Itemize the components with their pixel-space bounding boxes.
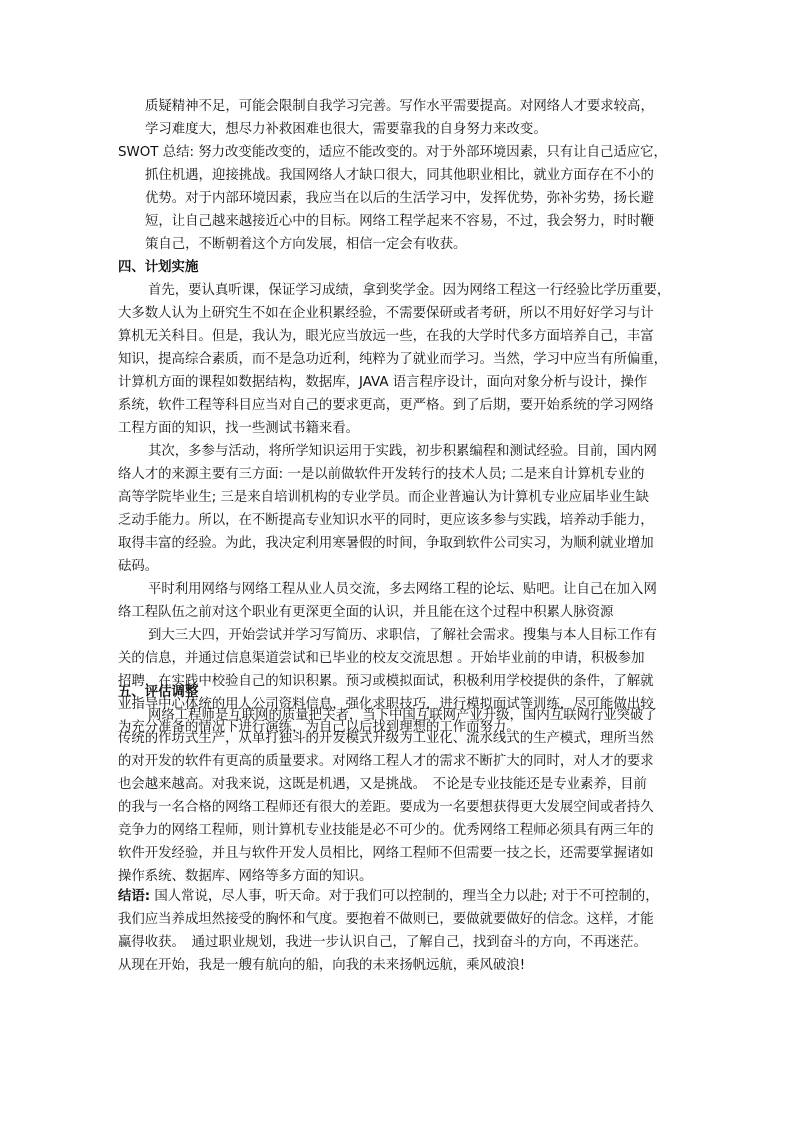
conclusion-label: 结语: <box>118 889 151 904</box>
text-line: 竞争力的网络工程师，则计算机专业技能是必不可少的。优秀网络工程师必须具有两三年的 <box>118 823 654 838</box>
text-line: 计算机方面的课程如数据结构，数据库，JAVA 语言程序设计，面向对象分析与设计，操作 <box>118 375 648 390</box>
text-line: 的对开发的软件有更高的质量要求。对网络工程人才的需求不断扩大的同时，对人才的要求 <box>118 754 654 769</box>
text-line: 首先，要认真听课，保证学习成绩，拿到奖学金。因为网络工程这一行经验比学历重要， <box>148 283 671 298</box>
text-line: 关的信息，并通过信息渠道尝试和已毕业的校友交流思想 。开始毕业前的申请，积极参加 <box>118 651 645 666</box>
text-line: 软件开发经验，并且与软件开发人员相比，网络工程师不但需要一技之长，还需要掌握诸如 <box>118 846 654 861</box>
text-line: 从现在开始，我是一艘有航向的船，向我的未来扬帆远航，乘风破浪! <box>118 958 526 973</box>
text-line: 传统的作坊式生产，从单打独斗的开发模式升级为工业化、流水线式的生产模式，理所当然 <box>118 731 654 746</box>
text-line: 的我与一名合格的网络工程师还有很大的差距。要成为一名要想获得更大发展空间或者持久 <box>118 800 654 815</box>
text-line: 系统，软件工程等科目应当对自己的要求更高，更严格。到了后期，要开始系统的学习网络 <box>118 398 654 413</box>
text-line: 砝码。 <box>118 559 159 574</box>
text-line: 络工程队伍之前对这个职业有更深更全面的认识，并且能在这个过程中积累人脉资源 <box>118 605 614 620</box>
text-line: 其次，多参与活动，将所学知识运用于实践，初步积累编程和测试经验。目前，国内网 <box>148 444 657 459</box>
text-line: 也会越来越高。对我来说，这既是机遇，又是挑战。 不论是专业技能还是专业素养，目前 <box>118 777 647 792</box>
text-line: 网络工程师是互联网的质量把关者，当下中国互联网产业升级，国内互联网行业突破了 <box>148 708 657 723</box>
text-line: 乏动手能力。所以，在不断提高专业知识水平的同时，更应该多参与实践，培养动手能力， <box>118 513 654 528</box>
text-line: 抓住机遇，迎接挑战。我国网络人才缺口很大，同其他职业相比，就业方面存在不小的 <box>145 168 654 183</box>
section-heading: 五、评估调整 <box>118 685 199 700</box>
text-line: 络人才的来源主要有三方面: 一是以前做软件开发转行的技术人员; 二是来自计算机专业的 <box>118 467 645 482</box>
text-line: 知识，提高综合素质，而不是急功近利，纯粹为了就业而学习。当然，学习中应当有所偏重， <box>118 352 668 367</box>
text-line: 大多数人认为上研究生不如在企业积累经验，不需要保研或者考研，所以不用好好学习与计 <box>118 306 654 321</box>
text-line: 到大三大四，开始尝试并学习写简历、求职信，了解社会需求。搜集与本人目标工作有 <box>148 628 657 643</box>
text-line: 平时利用网络与网络工程从业人员交流，多去网络工程的论坛、贴吧。让自己在加入网 <box>148 582 657 597</box>
conclusion-text: 国人常说，尽人事，听天命。对于我们可以控制的，理当全力以赴; 对于不可控制的， <box>150 889 659 904</box>
text-line: 高等学院毕业生; 三是来自培训机构的专业学员。而企业普遍认为计算机专业应届毕业生缺 <box>118 490 649 505</box>
text-line: 优势。对于内部环境因素，我应当在以后的生活学习中，发挥优势，弥补劣势，扬长避 <box>145 191 654 206</box>
text-line: 招聘，在实践中校验自己的知识积累。预习或模拟面试，积极利用学校提供的条件，了解就 <box>118 674 654 689</box>
text-line: 我们应当养成坦然接受的胸怀和气度。要抱着不做则已，要做就要做好的信念。这样，才能 <box>118 912 654 927</box>
section-heading: 四、计划实施 <box>118 260 199 275</box>
plan-section <box>118 256 684 739</box>
text-line: 工程方面的知识，找一些测试书籍来看。 <box>118 421 360 436</box>
swot-section <box>118 95 684 256</box>
conclusion-first-line <box>118 885 684 908</box>
text-line: 质疑精神不足，可能会限制自我学习完善。写作水平需要提高。对网络人才要求较高， <box>145 99 654 114</box>
evaluation-section <box>118 681 684 888</box>
text-line: 学习难度大，想尽力补救困难也很大，需要靠我的自身努力来改变。 <box>145 122 547 137</box>
text-line: 算机无关科目。但是，我认为，眼光应当放远一些，在我的大学时代多方面培养自己，丰富 <box>118 329 654 344</box>
text-line: 为充分准备的情况下进行演练，为自己以后找到理想的工作而努力。 <box>118 720 520 735</box>
text-line: 操作系统、数据库、网络等多方面的知识。 <box>118 869 373 884</box>
text-line: 短，让自己越来越接近心中的目标。网络工程学起来不容易，不过，我会努力，时时鞭 <box>145 214 654 229</box>
conclusion-section <box>118 885 684 977</box>
text-line: 业指导中心体统的用人公司资料信息，强化求职技巧，进行模拟面试等训练，尽可能做出较 <box>118 697 654 712</box>
text-line: 策自己，不断朝着这个方向发展，相信一定会有收获。 <box>145 237 467 252</box>
swot-summary-line: SWOT 总结: 努力改变能改变的，适应不能改变的。对于外部环境因素，只有让自己适应它， <box>118 145 667 160</box>
text-line: 取得丰富的经验。为此，我决定利用寒暑假的时间，争取到软件公司实习，为顺利就业增加 <box>118 536 654 551</box>
text-line: 赢得收获。 通过职业规划，我进一步认识自己，了解自己，找到奋斗的方向，不再迷茫。 <box>118 935 647 950</box>
